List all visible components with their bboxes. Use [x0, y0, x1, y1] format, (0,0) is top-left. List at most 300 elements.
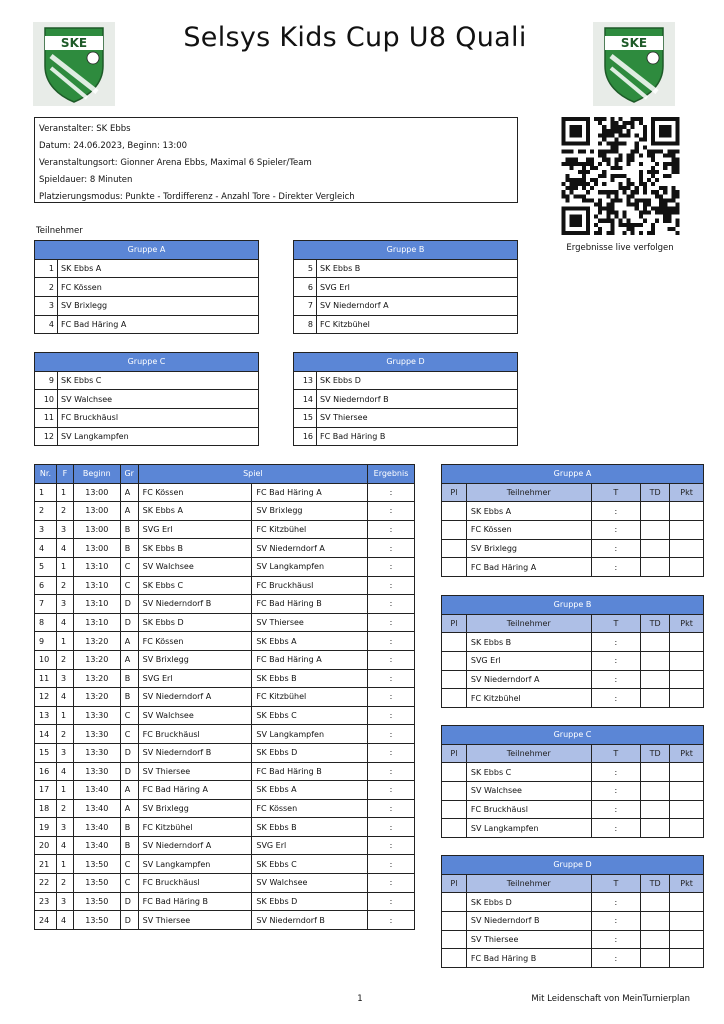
match-result: :	[368, 632, 415, 651]
match-field: 1	[56, 483, 73, 502]
qr-module	[631, 190, 635, 194]
page-title: Selsys Kids Cup U8 Quali	[183, 22, 527, 53]
group-team-row	[294, 278, 518, 297]
col-match: Spiel	[138, 465, 367, 484]
standings-place	[442, 539, 467, 558]
group-table	[34, 352, 259, 446]
qr-module	[578, 150, 582, 154]
qr-module	[586, 170, 590, 174]
qr-module	[610, 129, 614, 133]
team-name: SV Langkampfen	[58, 427, 259, 446]
standings-row	[442, 930, 704, 949]
match-field: 2	[56, 725, 73, 744]
qr-module	[582, 117, 586, 121]
qr-module	[651, 158, 655, 162]
venue-line: Veranstaltungsort: Gionner Arena Ebbs, Maximal 6 Spieler/Team	[39, 158, 312, 168]
qr-module	[631, 117, 635, 121]
team-name: FC Kitzbühel	[317, 315, 518, 334]
match-time: 13:10	[73, 595, 120, 614]
standings-team: SK Ebbs A	[466, 502, 591, 521]
qr-module	[618, 174, 622, 178]
group-team-row	[35, 427, 259, 446]
qr-module	[570, 150, 574, 154]
qr-module	[570, 162, 574, 166]
qr-module	[623, 211, 627, 215]
qr-module	[586, 133, 590, 137]
qr-module	[594, 117, 598, 121]
match-row	[35, 632, 415, 651]
match-number: 9	[35, 632, 57, 651]
match-group: B	[120, 520, 138, 539]
match-time: 13:10	[73, 576, 120, 595]
away-team: FC Bruckhäusl	[252, 576, 368, 595]
away-team: FC Kössen	[252, 799, 368, 818]
qr-module	[606, 129, 610, 133]
standings-col-pl: Pl	[442, 614, 467, 633]
away-team: SK Ebbs D	[252, 892, 368, 911]
qr-module	[675, 137, 679, 141]
group-team-row	[294, 297, 518, 316]
date-line: Datum: 24.06.2023, Beginn: 13:00	[39, 141, 188, 151]
match-number: 4	[35, 539, 57, 558]
home-team: SVG Erl	[138, 669, 252, 688]
qr-module	[671, 162, 675, 166]
match-result: :	[368, 613, 415, 632]
standings-group-title: Gruppe B	[442, 596, 704, 615]
qr-module	[675, 190, 679, 194]
standings-points	[670, 782, 704, 801]
qr-module	[590, 186, 594, 190]
away-team: FC Kitzbühel	[252, 688, 368, 707]
qr-module	[663, 154, 667, 158]
home-team: SVG Erl	[138, 520, 252, 539]
team-number: 8	[294, 315, 317, 334]
standings-col-td: TD	[641, 483, 670, 502]
match-time: 13:00	[73, 502, 120, 521]
qr-module	[675, 194, 679, 198]
group-team-row	[294, 427, 518, 446]
standings-goals: :	[591, 521, 641, 540]
home-team: SV Niederndorf B	[138, 743, 252, 762]
standings-points	[670, 800, 704, 819]
match-time: 13:50	[73, 874, 120, 893]
standings-table	[441, 464, 704, 577]
qr-module	[574, 133, 578, 137]
match-group: C	[120, 706, 138, 725]
match-group: B	[120, 818, 138, 837]
qr-module	[594, 231, 598, 235]
qr-module	[598, 219, 602, 223]
qr-module	[651, 174, 655, 178]
standings-points	[670, 539, 704, 558]
standings-goal-diff	[641, 539, 670, 558]
qr-module	[663, 129, 667, 133]
group-title: Gruppe C	[35, 353, 259, 372]
qr-module	[614, 190, 618, 194]
qr-module	[610, 150, 614, 154]
match-field: 1	[56, 855, 73, 874]
standings-goal-diff	[641, 800, 670, 819]
qr-module	[590, 158, 594, 162]
match-group: D	[120, 762, 138, 781]
qr-module	[586, 129, 590, 133]
qr-module	[651, 125, 655, 129]
qr-module	[606, 219, 610, 223]
match-row	[35, 669, 415, 688]
qr-module	[578, 178, 582, 182]
standings-col-team: Teilnehmer	[466, 874, 591, 893]
standings-place	[442, 652, 467, 671]
qr-module	[675, 211, 679, 215]
qr-module	[570, 223, 574, 227]
qr-module	[631, 150, 635, 154]
qr-module	[562, 182, 566, 186]
qr-module	[594, 166, 598, 170]
qr-module	[651, 207, 655, 211]
qr-module	[647, 154, 651, 158]
match-row	[35, 557, 415, 576]
group-team-row	[35, 409, 259, 428]
match-field: 3	[56, 892, 73, 911]
ranking-mode-line: Platzierungsmodus: Punkte - Tordifferenz - Anzahl Tore - Direkter Vergleich	[39, 192, 355, 202]
qr-module	[574, 207, 578, 211]
qr-module	[655, 117, 659, 121]
home-team: SK Ebbs D	[138, 613, 252, 632]
qr-module	[582, 231, 586, 235]
qr-module	[675, 133, 679, 137]
qr-module	[574, 158, 578, 162]
qr-module	[675, 202, 679, 206]
qr-module	[667, 150, 671, 154]
match-time: 13:10	[73, 557, 120, 576]
qr-module	[627, 178, 631, 182]
qr-module	[610, 133, 614, 137]
qr-module	[598, 162, 602, 166]
qr-module	[659, 211, 663, 215]
qr-module	[631, 202, 635, 206]
match-number: 1	[35, 483, 57, 502]
standings-points	[670, 893, 704, 912]
home-team: SV Thiersee	[138, 762, 252, 781]
standings-title-row	[442, 465, 704, 484]
team-name: SK Ebbs B	[317, 259, 518, 278]
qr-module	[594, 223, 598, 227]
qr-module	[574, 186, 578, 190]
standings-points	[670, 521, 704, 540]
standings-row	[442, 949, 704, 968]
qr-module	[606, 231, 610, 235]
match-field: 1	[56, 557, 73, 576]
standings-table	[441, 855, 704, 968]
qr-module	[631, 231, 635, 235]
qr-module	[675, 129, 679, 133]
qr-module	[663, 133, 667, 137]
group-team-row	[294, 371, 518, 390]
standings-group-title: Gruppe A	[442, 465, 704, 484]
qr-module	[675, 219, 679, 223]
match-group: C	[120, 874, 138, 893]
qr-module	[578, 194, 582, 198]
qr-module	[590, 198, 594, 202]
qr-module	[578, 170, 582, 174]
qr-module	[671, 227, 675, 231]
team-number: 14	[294, 390, 317, 409]
home-team: SV Walchsee	[138, 557, 252, 576]
qr-module	[614, 215, 618, 219]
qr-module	[639, 170, 643, 174]
match-time: 13:50	[73, 855, 120, 874]
qr-module	[602, 150, 606, 154]
group-team-row	[294, 315, 518, 334]
qr-module	[627, 186, 631, 190]
standings-row	[442, 558, 704, 577]
qr-module	[578, 231, 582, 235]
standings-title-row	[442, 856, 704, 875]
qr-module	[562, 207, 566, 211]
participants-label: Teilnehmer	[36, 226, 83, 236]
qr-module	[663, 198, 667, 202]
qr-module	[631, 121, 635, 125]
qr-module	[566, 141, 570, 145]
qr-module	[655, 211, 659, 215]
qr-module	[586, 182, 590, 186]
qr-module	[610, 198, 614, 202]
qr-module	[663, 207, 667, 211]
qr-module	[671, 190, 675, 194]
standings-team: FC Bad Häring A	[466, 558, 591, 577]
qr-module	[590, 162, 594, 166]
qr-module	[655, 162, 659, 166]
match-group: D	[120, 595, 138, 614]
qr-module	[655, 170, 659, 174]
standings-goals: :	[591, 502, 641, 521]
team-name: SV Niederndorf A	[317, 297, 518, 316]
qr-module	[570, 215, 574, 219]
team-number: 3	[35, 297, 58, 316]
home-team: FC Kitzbühel	[138, 818, 252, 837]
standings-goal-diff	[641, 763, 670, 782]
team-number: 6	[294, 278, 317, 297]
qr-module	[586, 211, 590, 215]
team-name: SK Ebbs D	[317, 371, 518, 390]
qr-module	[562, 190, 566, 194]
qr-module	[651, 170, 655, 174]
match-row	[35, 818, 415, 837]
qr-module	[614, 125, 618, 129]
qr-module	[655, 207, 659, 211]
standings-team: SV Langkampfen	[466, 819, 591, 838]
match-time: 13:40	[73, 781, 120, 800]
qr-module	[566, 117, 570, 121]
group-team-row	[35, 371, 259, 390]
footer-credit: Mit Leidenschaft von MeinTurnierplan	[531, 994, 690, 1004]
qr-module	[659, 150, 663, 154]
qr-module	[667, 215, 671, 219]
qr-module	[574, 117, 578, 121]
qr-module	[614, 211, 618, 215]
qr-module	[651, 133, 655, 137]
standings-team: SV Walchsee	[466, 782, 591, 801]
away-team: SV Niederndorf B	[252, 911, 368, 930]
standings-row	[442, 652, 704, 671]
standings-team: SK Ebbs C	[466, 763, 591, 782]
qr-module	[627, 129, 631, 133]
qr-module	[647, 198, 651, 202]
standings-col-pkt: Pkt	[670, 483, 704, 502]
standings-col-t: T	[591, 614, 641, 633]
team-number: 10	[35, 390, 58, 409]
home-team: SV Brixlegg	[138, 799, 252, 818]
qr-module	[586, 190, 590, 194]
qr-module	[659, 186, 663, 190]
qr-module	[647, 202, 651, 206]
standings-team: FC Kitzbühel	[466, 689, 591, 708]
match-time: 13:10	[73, 613, 120, 632]
match-field: 2	[56, 799, 73, 818]
away-team: SK Ebbs A	[252, 632, 368, 651]
match-number: 5	[35, 557, 57, 576]
team-number: 2	[35, 278, 58, 297]
match-row	[35, 650, 415, 669]
qr-module	[570, 141, 574, 145]
match-result: :	[368, 892, 415, 911]
qr-module	[659, 129, 663, 133]
qr-module	[651, 231, 655, 235]
qr-module	[586, 121, 590, 125]
match-row	[35, 799, 415, 818]
qr-module	[610, 125, 614, 129]
col-nr: Nr.	[35, 465, 57, 484]
qr-module	[675, 231, 679, 235]
qr-module	[639, 154, 643, 158]
page-number: 1	[357, 994, 363, 1004]
qr-module	[618, 154, 622, 158]
qr-module	[562, 223, 566, 227]
qr-module	[566, 174, 570, 178]
qr-module	[598, 121, 602, 125]
qr-module	[667, 125, 671, 129]
qr-module	[570, 231, 574, 235]
standings-row	[442, 633, 704, 652]
standings-goal-diff	[641, 930, 670, 949]
match-result: :	[368, 836, 415, 855]
qr-module	[663, 202, 667, 206]
qr-module	[651, 166, 655, 170]
match-number: 10	[35, 650, 57, 669]
qr-module	[643, 186, 647, 190]
match-time: 13:30	[73, 725, 120, 744]
qr-module	[614, 129, 618, 133]
qr-module	[602, 170, 606, 174]
qr-module	[631, 154, 635, 158]
home-team: FC Bruckhäusl	[138, 725, 252, 744]
qr-module	[618, 186, 622, 190]
standings-row	[442, 912, 704, 931]
standings-points	[670, 819, 704, 838]
standings-group-title: Gruppe D	[442, 856, 704, 875]
match-field: 4	[56, 539, 73, 558]
qr-module	[610, 207, 614, 211]
match-number: 13	[35, 706, 57, 725]
match-row	[35, 539, 415, 558]
qr-module	[566, 231, 570, 235]
qr-module	[562, 137, 566, 141]
standings-team: SVG Erl	[466, 652, 591, 671]
group-team-row	[35, 259, 259, 278]
qr-module	[614, 121, 618, 125]
match-row	[35, 595, 415, 614]
away-team: SK Ebbs B	[252, 669, 368, 688]
qr-module	[627, 121, 631, 125]
qr-module	[610, 211, 614, 215]
match-result: :	[368, 855, 415, 874]
qr-module	[639, 162, 643, 166]
home-team: SV Thiersee	[138, 911, 252, 930]
qr-module	[651, 117, 655, 121]
club-logo-right	[593, 22, 675, 106]
standings-row	[442, 502, 704, 521]
col-group: Gr	[120, 465, 138, 484]
qr-module	[635, 141, 639, 145]
qr-module	[651, 190, 655, 194]
qr-module	[598, 154, 602, 158]
standings-col-team: Teilnehmer	[466, 744, 591, 763]
schedule-header-row	[35, 465, 415, 484]
qr-module	[586, 158, 590, 162]
match-time: 13:40	[73, 836, 120, 855]
match-group: C	[120, 576, 138, 595]
standings-goal-diff	[641, 949, 670, 968]
home-team: SK Ebbs C	[138, 576, 252, 595]
qr-code[interactable]	[561, 117, 680, 235]
standings-goal-diff	[641, 893, 670, 912]
qr-module	[586, 207, 590, 211]
standings-col-pkt: Pkt	[670, 874, 704, 893]
match-number: 14	[35, 725, 57, 744]
qr-module	[635, 117, 639, 121]
qr-module	[566, 158, 570, 162]
standings-points	[670, 763, 704, 782]
logo-text: SKE	[60, 36, 88, 50]
qr-module	[570, 207, 574, 211]
qr-module	[578, 182, 582, 186]
match-time: 13:20	[73, 669, 120, 688]
qr-module	[574, 231, 578, 235]
qr-module	[614, 137, 618, 141]
qr-module	[614, 150, 618, 154]
standings-col-pl: Pl	[442, 874, 467, 893]
standings-place	[442, 819, 467, 838]
qr-module	[671, 198, 675, 202]
qr-module	[562, 231, 566, 235]
match-time: 13:30	[73, 743, 120, 762]
standings-points	[670, 670, 704, 689]
match-number: 19	[35, 818, 57, 837]
match-row	[35, 743, 415, 762]
qr-module	[667, 211, 671, 215]
qr-module	[659, 194, 663, 198]
qr-module	[643, 211, 647, 215]
qr-caption: Ergebnisse live verfolgen	[566, 243, 674, 253]
qr-module	[631, 194, 635, 198]
qr-module	[570, 129, 574, 133]
qr-module	[582, 207, 586, 211]
qr-module	[643, 137, 647, 141]
qr-module	[667, 129, 671, 133]
qr-module	[651, 121, 655, 125]
match-result: :	[368, 576, 415, 595]
qr-module	[574, 178, 578, 182]
